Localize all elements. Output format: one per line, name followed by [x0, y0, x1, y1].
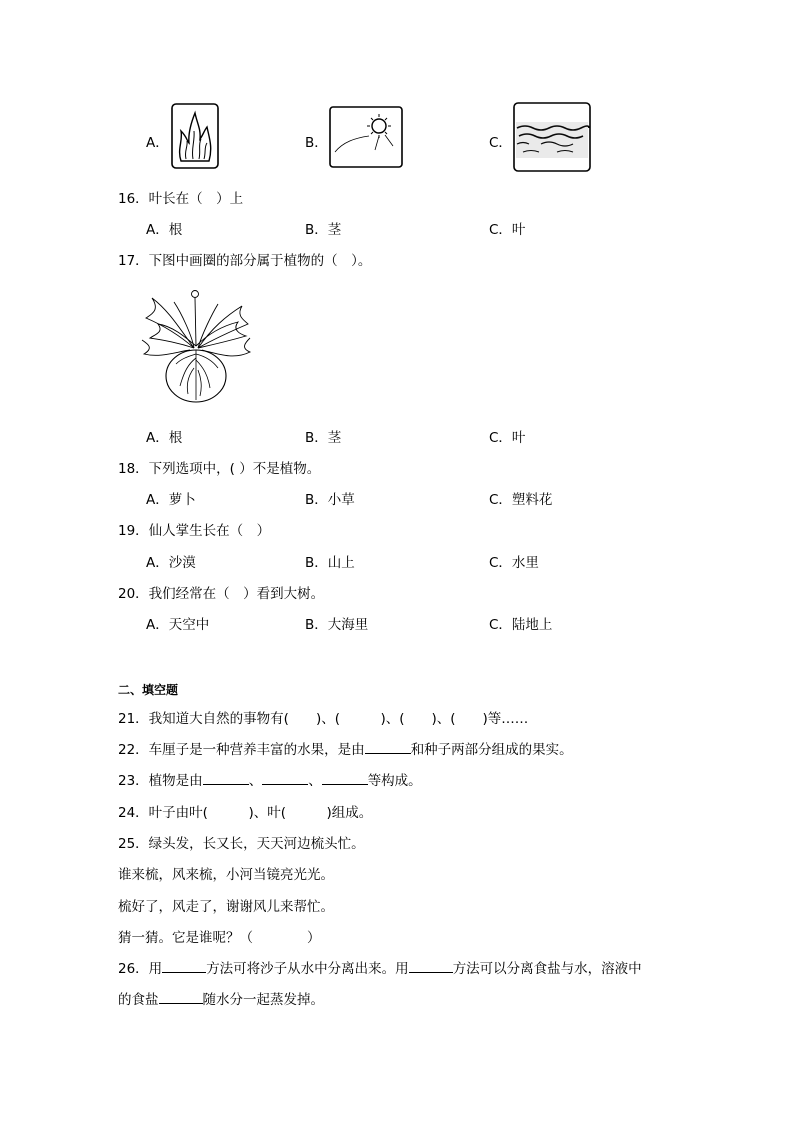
water-picture	[513, 102, 591, 172]
q19-option-c[interactable]: C．水里	[489, 555, 539, 571]
q16-option-a[interactable]: A．根	[146, 222, 183, 238]
question-25-line-3: 梳好了，风走了，谢谢风儿来帮忙。	[118, 899, 334, 915]
question-24: 24．叶子由叶( )、叶( )组成。	[118, 805, 373, 821]
q15-option-b-label: B．	[305, 135, 328, 151]
dandelion-root-circled-picture	[138, 288, 254, 406]
q23-blank-3[interactable]	[322, 772, 368, 785]
q22-text-post: 和种子两部分组成的果实。	[410, 742, 573, 758]
q18-option-b[interactable]: B．小草	[305, 492, 355, 508]
q18-option-c[interactable]: C．塑料花	[489, 492, 553, 508]
question-18-stem: 18．下列选项中，( ）不是植物。	[118, 461, 321, 477]
question-21: 21．我知道大自然的事物有( )、( )、( )、( )等……	[118, 711, 529, 727]
question-23	[118, 769, 422, 789]
q17-option-b[interactable]: B．茎	[305, 430, 342, 446]
q26-blank-1[interactable]	[162, 960, 206, 973]
q26-text-3: 方法可以分离食盐与水，溶液中	[452, 961, 642, 977]
q26-text-1: 26．用	[118, 961, 163, 977]
q20-option-a[interactable]: A．天空中	[146, 617, 210, 633]
section-title-fill-in: 二、填空题	[118, 683, 179, 697]
question-25-line-4: 猜一猜。它是谁呢？（ ）	[118, 930, 321, 946]
q15-option-c-label: C．	[489, 135, 512, 151]
question-26-line-1	[118, 957, 642, 977]
q23-sep-1: 、	[248, 773, 263, 789]
question-16-stem: 16．叶长在（ ）上	[118, 191, 244, 207]
q26-blank-2[interactable]	[409, 960, 453, 973]
q22-text-pre: 22．车厘子是一种营养丰富的水果，是由	[118, 742, 365, 758]
q17-option-a[interactable]: A．根	[146, 430, 183, 446]
q20-option-b[interactable]: B．大海里	[305, 617, 369, 633]
question-17-stem: 17．下图中画圈的部分属于植物的（ ）。	[118, 253, 372, 269]
sun-picture	[329, 106, 403, 168]
q19-option-a[interactable]: A．沙漠	[146, 555, 196, 571]
q22-blank[interactable]	[365, 741, 411, 754]
q26-text-2: 方法可将沙子从水中分离出来。用	[206, 961, 409, 977]
question-25-line-2: 谁来梳，风来梳，小河当镜亮光光。	[118, 867, 334, 883]
q15-option-a-label: A．	[146, 135, 169, 151]
q23-blank-2[interactable]	[262, 772, 308, 785]
q17-option-c[interactable]: C．叶	[489, 430, 526, 446]
question-20-stem: 20．我们经常在（ ）看到大树。	[118, 586, 325, 602]
question-19-stem: 19．仙人掌生长在（ ）	[118, 523, 271, 539]
q16-option-b[interactable]: B．茎	[305, 222, 342, 238]
question-26-line-2	[118, 988, 324, 1008]
q23-sep-2: 、	[308, 773, 322, 789]
q23-text-pre: 23．植物是由	[118, 773, 203, 789]
q20-option-c[interactable]: C．陆地上	[489, 617, 553, 633]
flame-picture	[171, 103, 219, 169]
q26-text-5: 随水分一起蒸发掉。	[202, 992, 324, 1008]
q18-option-a[interactable]: A．萝卜	[146, 492, 196, 508]
question-25-line-1: 25．绿头发，长又长，天天河边梳头忙。	[118, 836, 365, 852]
q16-option-c[interactable]: C．叶	[489, 222, 526, 238]
q26-blank-3[interactable]	[159, 991, 203, 1004]
q23-text-post: 等构成。	[367, 773, 422, 789]
q26-text-4: 的食盐	[118, 992, 159, 1008]
q23-blank-1[interactable]	[203, 772, 249, 785]
q19-option-b[interactable]: B．山上	[305, 555, 355, 571]
question-22	[118, 738, 573, 758]
